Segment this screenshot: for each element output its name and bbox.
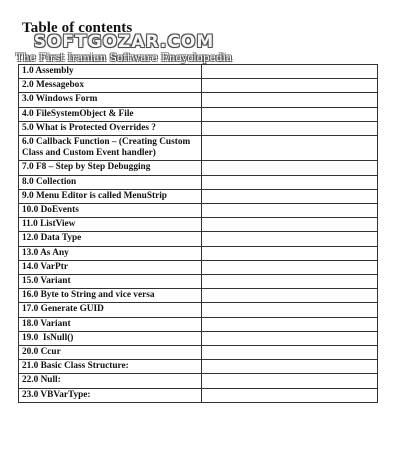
watermark-logo: SOFTGOZAR.COM	[33, 32, 215, 52]
table-row	[19, 260, 378, 274]
toc-entry-page	[202, 289, 378, 303]
table-row	[19, 246, 378, 260]
table-row	[19, 107, 378, 121]
toc-entry-page	[202, 218, 378, 232]
toc-entry-label: 18.0 Variant	[19, 317, 202, 331]
toc-entry-label: 6.0 Callback Function – (Creating Custom Class and Custom Event handler)	[19, 136, 202, 161]
table-row	[19, 317, 378, 331]
toc-entry-page	[202, 93, 378, 107]
toc-entry-label: 16.0 Byte to String and vice versa	[19, 289, 202, 303]
toc-entry-page	[202, 331, 378, 345]
toc-entry-label: 17.0 Generate GUID	[19, 303, 202, 317]
toc-entry-label: 12.0 Data Type	[19, 232, 202, 246]
toc-entry-page	[202, 346, 378, 360]
toc-entry-page	[202, 189, 378, 203]
table-row	[19, 303, 378, 317]
toc-entry-label: 23.0 VBVarType:	[19, 388, 202, 402]
table-row	[19, 175, 378, 189]
table-row	[19, 346, 378, 360]
toc-entry-label: 8.0 Collection	[19, 175, 202, 189]
table-row	[19, 189, 378, 203]
toc-entry-page	[202, 136, 378, 161]
toc-entry-page	[202, 204, 378, 218]
toc-entry-label: 22.0 Null:	[19, 374, 202, 388]
table-row	[19, 121, 378, 135]
table-row	[19, 275, 378, 289]
table-row	[19, 136, 378, 161]
toc-entry-label: 7.0 F8 – Step by Step Debugging	[19, 161, 202, 175]
table-row	[19, 374, 378, 388]
table-row	[19, 65, 378, 79]
toc-entry-label: 21.0 Basic Class Structure:	[19, 360, 202, 374]
toc-entry-label: 4.0 FileSystemObject & File	[19, 107, 202, 121]
toc-entry-label: 9.0 Menu Editor is called MenuStrip	[19, 189, 202, 203]
toc-entry-label: 11.0 ListView	[19, 218, 202, 232]
toc-entry-page	[202, 374, 378, 388]
document-title: Table of contents	[22, 20, 133, 36]
table-row	[19, 360, 378, 374]
table-row	[19, 93, 378, 107]
table-row	[19, 218, 378, 232]
toc-entry-page	[202, 246, 378, 260]
toc-entry-label: 10.0 DoEvents	[19, 204, 202, 218]
watermark-tagline: The First Iranian Software Encyclopedia	[15, 52, 233, 64]
toc-entry-page	[202, 65, 378, 79]
toc-entry-label: 15.0 Variant	[19, 275, 202, 289]
table-row	[19, 331, 378, 345]
toc-entry-label: 19.0 IsNull()	[19, 331, 202, 345]
toc-body	[19, 65, 378, 403]
toc-entry-label: 20.0 Ccur	[19, 346, 202, 360]
toc-entry-page	[202, 275, 378, 289]
watermark	[14, 34, 234, 64]
toc-entry-label: 3.0 Windows Form	[19, 93, 202, 107]
toc-entry-page	[202, 161, 378, 175]
toc-entry-page	[202, 360, 378, 374]
toc-entry-page	[202, 303, 378, 317]
toc-entry-page	[202, 107, 378, 121]
toc-entry-page	[202, 260, 378, 274]
table-row	[19, 388, 378, 402]
table-row	[19, 289, 378, 303]
toc-entry-page	[202, 121, 378, 135]
toc-entry-label: 14.0 VarPtr	[19, 260, 202, 274]
toc-entry-label: 2.0 Messagebox	[19, 79, 202, 93]
toc-table	[18, 64, 378, 403]
toc-entry-label: 5.0 What is Protected Overrides ?	[19, 121, 202, 135]
toc-entry-page	[202, 388, 378, 402]
table-row	[19, 79, 378, 93]
toc-entry-label: 1.0 Assembly	[19, 65, 202, 79]
toc-entry-page	[202, 317, 378, 331]
toc-entry-page	[202, 175, 378, 189]
table-row	[19, 204, 378, 218]
toc-entry-label: 13.0 As Any	[19, 246, 202, 260]
toc-entry-page	[202, 232, 378, 246]
table-row	[19, 161, 378, 175]
table-row	[19, 232, 378, 246]
toc-entry-page	[202, 79, 378, 93]
